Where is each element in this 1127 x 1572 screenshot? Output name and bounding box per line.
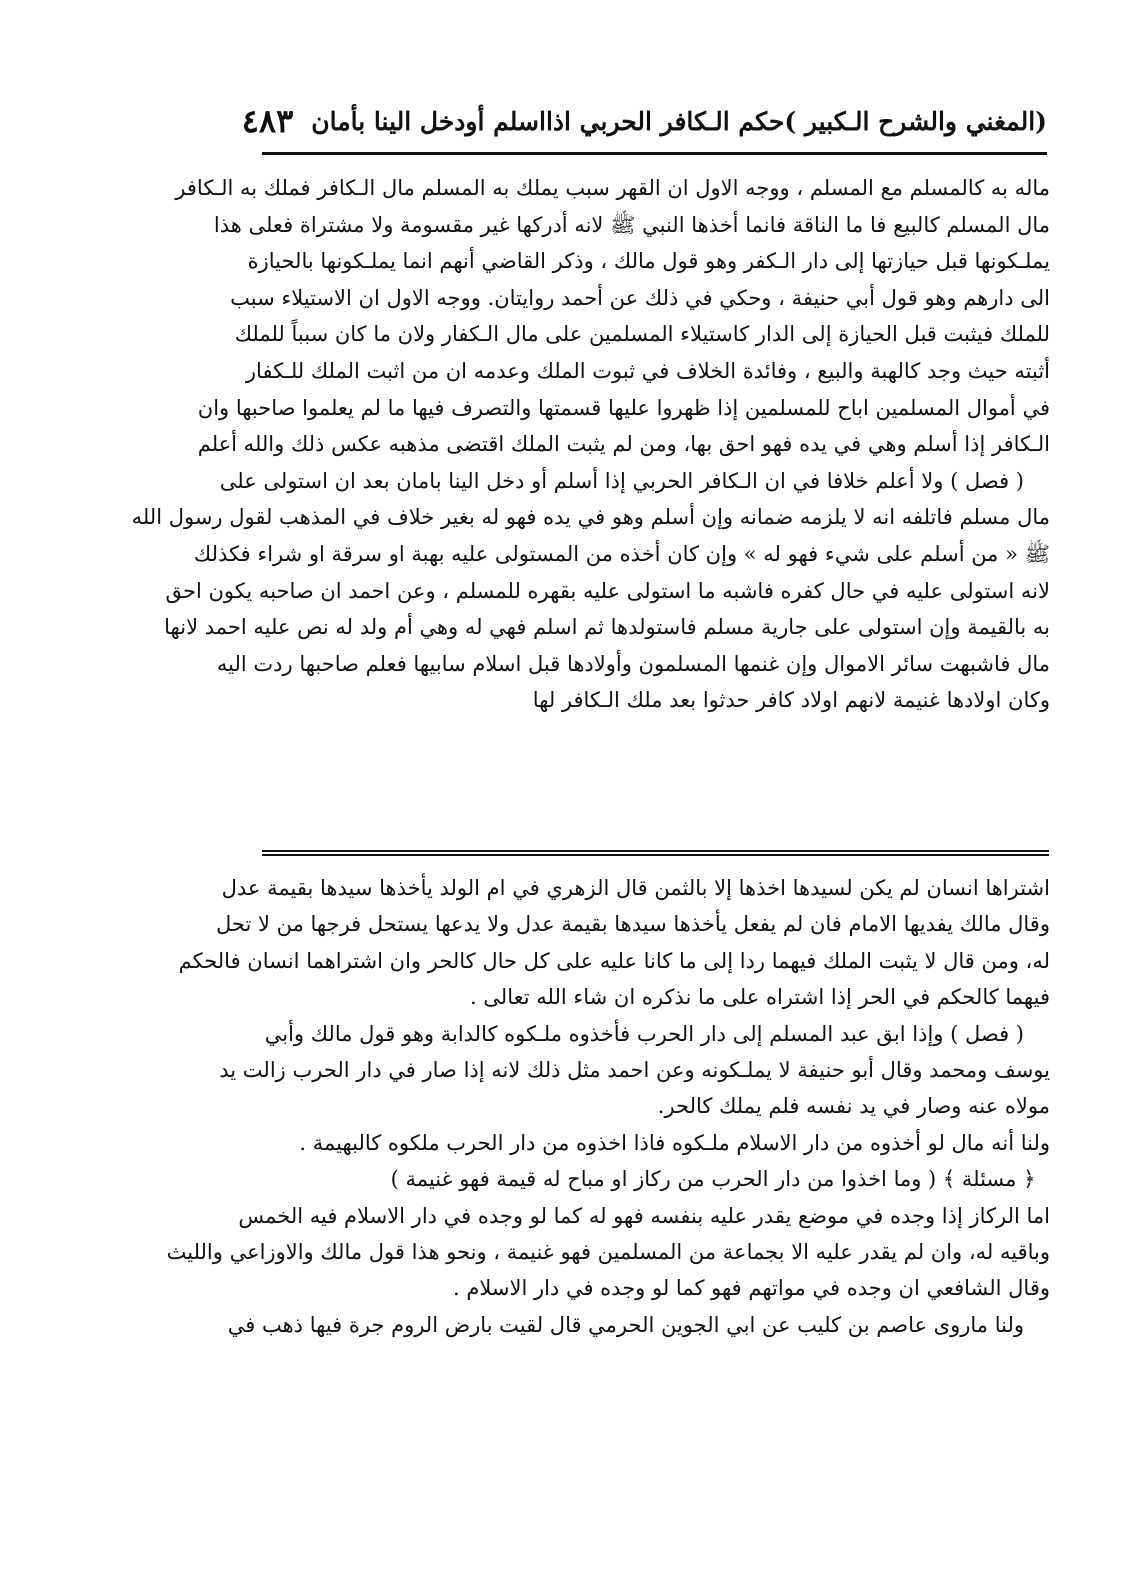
section-divider: [262, 850, 1049, 856]
text-line: ولنا ماروى عاصم بن كليب عن ابي الجوين الحرمي قال لقيت بارض الروم جرة فيها ذهب في: [227, 1312, 1024, 1337]
text-line: أثبته حيث وجد كالهبة والبيع ، وفائدة الخلاف في ثبوت الملك وعدمه ان من اثبت الملك للـكفار: [245, 358, 1050, 383]
text-line: اما الركاز إذا وجده في موضع يقدر عليه بنفسه فهو له كما لو وجده في دار الاسلام فيه الخمس: [238, 1203, 1050, 1228]
header-rule: [262, 152, 1047, 155]
text-line: يوسف ومحمد وقال أبو حنيفة لا يملـكونه وعن احمد مثل ذلك لانه إذا صار في دار الحرب زالت يد: [219, 1057, 1050, 1082]
text-line: اشتراها انسان لم يكن لسيدها اخذها إلا بالثمن قال الزهري في ام الولد يأخذها سيدها بقيمة عدل: [221, 876, 1050, 900]
text-line: مولاه عنه وصار في يد نفسه فلم يملك كالحر.: [657, 1094, 1050, 1119]
text-line: به بالقيمة وإن استولى على جارية مسلم فاستولدها ثم اسلم فهي له وهي أم ولد له نص عليه احمد لانها: [164, 615, 1050, 640]
page-number: ٤٨٣: [241, 102, 294, 140]
text-line: ( فصل ) وإذا ابق عبد المسلم إلى دار الحرب فأخذوه ملـكوه كالدابة وهو قول مالك وأبي: [264, 1021, 1024, 1046]
chapter-title: حكم الـكافر الحربي اذااسلم أودخل الينا بأمان: [311, 106, 785, 136]
text-line: فيهما كالحكم في الحر إذا اشتراه على ما نذكره ان شاء الله تعالى .: [469, 985, 1050, 1010]
text-line: ﷺ « من أسلم على شيء فهو له » وإن كان أخذه من المستولى عليه بهبة او سرقة او شراء فكذلك: [193, 541, 1050, 566]
text-line: وكان اولادها غنيمة لانهم اولاد كافر حدثوا بعد ملك الـكافر لها: [532, 688, 1050, 713]
text-line: الى دارهم وهو قول أبي حنيفة ، وحكي في ذلك عن أحمد روايتان. ووجه الاول ان الاستيلاء سبب: [230, 285, 1050, 310]
issue-heading: ﴿ مسئلة ﴾ ( وما اخذوا من دار الحرب من ركاز او مباح له قيمة فهو غنيمة ): [390, 1167, 1036, 1192]
text-line: للملك فيثبت قبل الحيازة إلى الدار كاستيلاء المسلمين على مال الـكفار ولان ما كان سبباً للملك: [234, 322, 1050, 347]
text-line: مال مسلم فاتلفه انه لا يلزمه ضمانه وإن أسلم وهو في يده فهو له بغير خلاف في المذهب لقول رسول الله: [131, 505, 1050, 530]
text-line: في أموال المسلمين اباح للمسلمين إذا ظهروا عليها قسمتها والتصرف فيها ما لم يعلموا صاحبها وان: [197, 395, 1050, 420]
book-title: (المغني والشرح الـكبير ): [784, 106, 1047, 136]
text-line: وباقيه له، وان لم يقدر عليه الا بجماعة من المسلمين فهو غنيمة ، ونحو هذا قول مالك والاوزاعي والليث: [166, 1239, 1050, 1264]
text-line: وقال مالك يفديها الامام فان لم يفعل يأخذها سيدها بقيمة عدل ولا يدعها يستحل فرجها من لا تحل: [215, 912, 1050, 937]
text-line: ماله به كالمسلم مع المسلم ، ووجه الاول ان القهر سبب يملك به المسلم مال الـكافر فملك به الـكافر: [175, 176, 1050, 200]
page-header: [241, 96, 1047, 146]
text-line: وقال الشافعي ان وجده في مواتهم فهو كما لو وجده في دار الاسلام .: [452, 1276, 1050, 1301]
text-line: لانه استولى عليه في حال كفره فاشبه ما استولى عليه بقهره للمسلم ، وعن احمد ان صاحبه يكون احق: [165, 578, 1050, 603]
text-line: الـكافر إذا أسلم وهي في يده فهو احق بها، ومن لم يثبت الملك اقتضى مذهبه عكس ذلك والله أعلم: [197, 432, 1050, 457]
commentary-text-block: [166, 870, 1050, 1343]
text-line: له، ومن قال لا يثبت الملك فيهما ردا إلى ما كانا عليه على كل حال كالحر وان اشتراهما انسان فالحكم: [178, 948, 1050, 973]
text-line: ( فصل ) ولا أعلم خلافا في ان الـكافر الحربي إذا أسلم أو دخل الينا بامان بعد ان استولى على: [219, 468, 1024, 493]
main-text-block: [131, 170, 1050, 719]
text-line: مال المسلم كالبيع فا ما الناقة فانما أخذها النبي ﷺ لانه أدركها غير مقسومة ولا مشتراة فعلى هذا: [213, 212, 1050, 237]
text-line: يملـكونها قبل حيازتها إلى دار الـكفر وهو قول مالك ، وذكر القاضي أنهم انما يملـكونها بالحيازة: [247, 249, 1050, 274]
text-line: مال فاشبهت سائر الاموال وإن غنمها المسلمون وأولادها قبل اسلام سابيها فعلم صاحبها ردت اليه: [216, 651, 1050, 676]
text-line: ولنا أنه مال لو أخذوه من دار الاسلام ملـكوه فاذا اخذوه من دار الحرب ملكوه كالبهيمة .: [299, 1130, 1050, 1155]
